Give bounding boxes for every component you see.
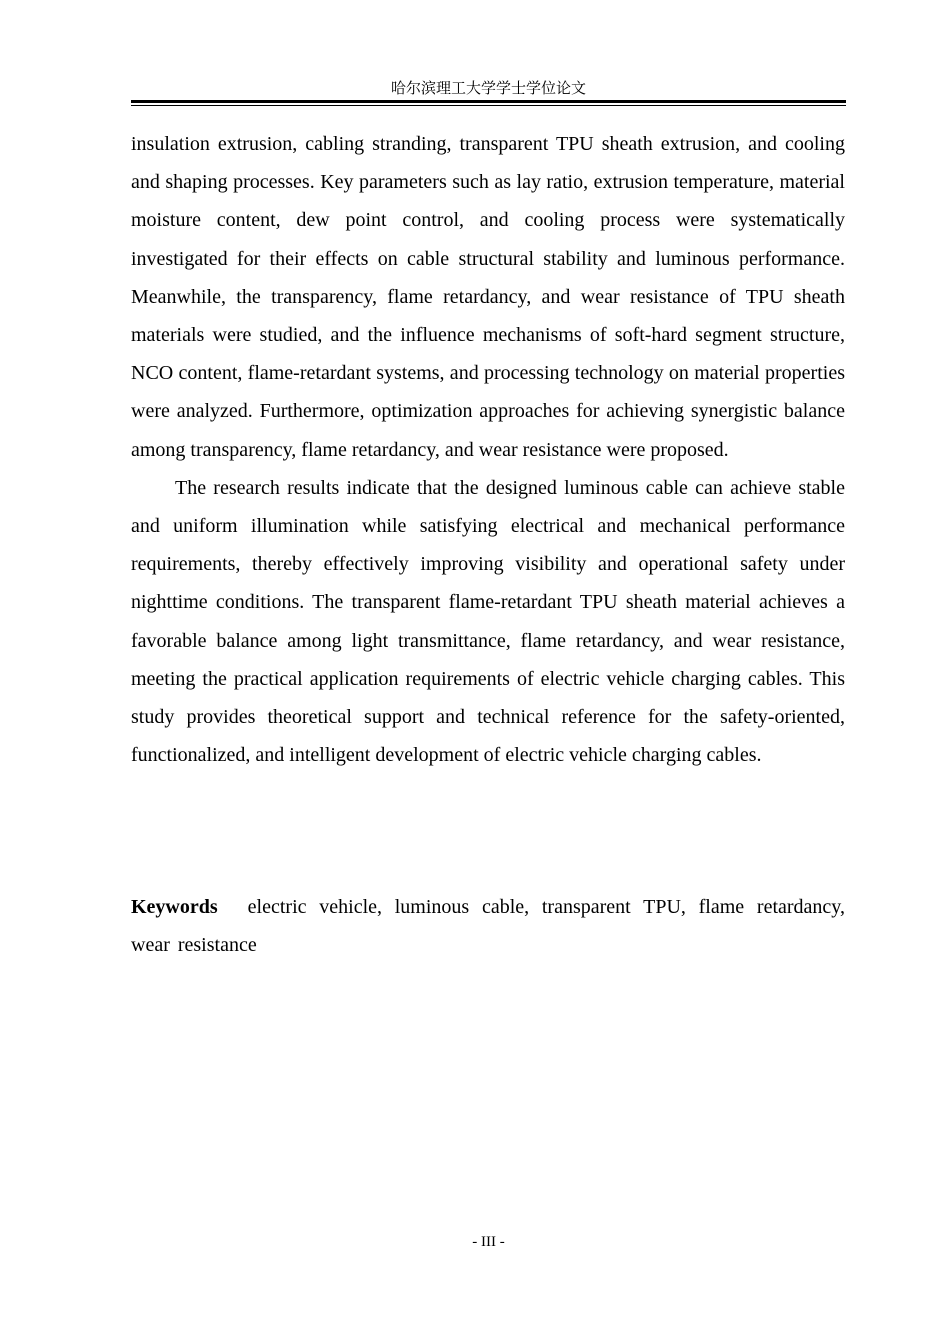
keywords-block <box>131 888 845 964</box>
header-rule-thin <box>131 105 846 106</box>
abstract-body <box>131 125 845 774</box>
running-header: 哈尔滨理工大学学士学位论文 <box>390 79 586 97</box>
keywords-text: electric vehicle, luminous cable, transparent TPU, flame retardancy, wear resistance <box>131 896 845 957</box>
abstract-paragraph-1: insulation extrusion, cabling stranding, transparent TPU sheath extrusion, and cooling and shaping processes. Key parameters such as lay ratio, extrusion temperature, material moisture content, dew point control, and cooling process were systematically investigated for their effects on cable structural stability and luminous performance. Meanwhile, the transparency, flame retardancy, and wear resistance of TPU sheath materials were studied, and the influence mechanisms of soft-hard segment structure, NCO content, flame-retardant systems, and processing technology on material properties were analyzed. Furthermore, optimization approaches for achieving synergistic balance among transparency, flame retardancy, and wear resistance were proposed. <box>131 133 845 461</box>
abstract-paragraph-2: The research results indicate that the designed luminous cable can achieve stable and uniform illumination while satisfying electrical and mechanical performance requirements, thereby effectively improving visibility and operational safety under nighttime conditions. The transparent flame-retardant TPU sheath material achieves a favorable balance among light transmittance, flame retardancy, and wear resistance, meeting the practical application requirements of electric vehicle charging cables. This study provides theoretical support and technical reference for the safety-oriented, functionalized, and intelligent development of electric vehicle charging cables. <box>131 476 845 767</box>
page-number: - III - <box>472 1234 505 1250</box>
keywords-label: Keywords <box>131 896 218 918</box>
header-rule-thick <box>131 100 846 103</box>
